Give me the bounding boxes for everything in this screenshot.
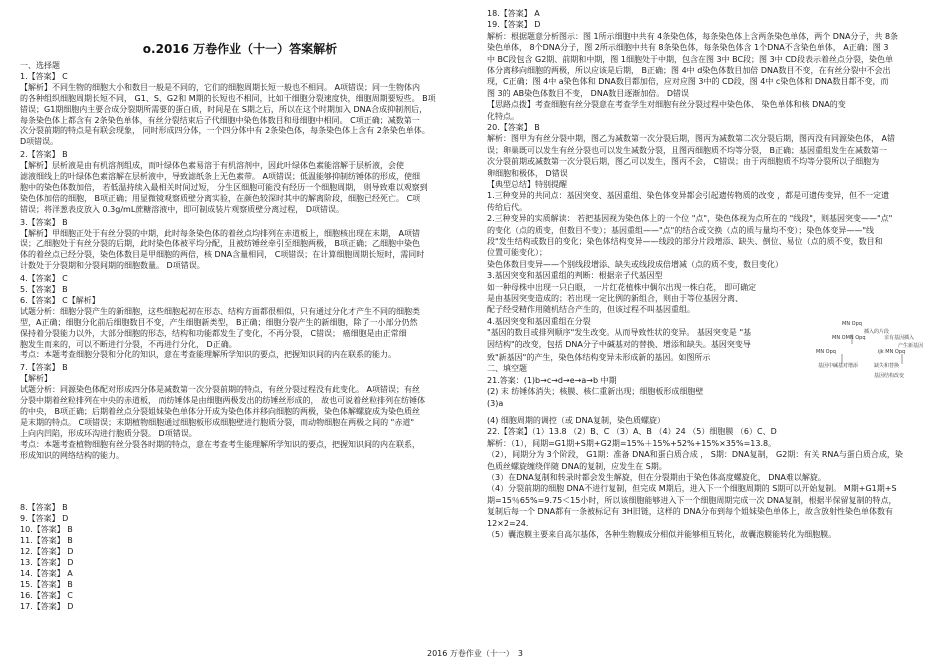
answer-line: D项错误。 (20, 137, 59, 147)
answer-line: 位置可能变化）； (487, 248, 547, 258)
answer-line: （5）囊泡膜主要来自高尔基体，各种生物膜成分相似并能够相互转化，故囊泡膜能转化为细胞膜。 (487, 530, 837, 539)
answer-line: 卵细胞和极体， D错误 (487, 168, 568, 178)
answer-line: (3)a (487, 398, 504, 408)
answer-line: 3.基因突变和基因重组的判断：根据亲子代基因型 (487, 271, 663, 281)
answer-line: 计数处于分裂期和分裂间期的细胞数量。 D项错误。 (20, 261, 205, 271)
answer-line: （3）在DNA复制和转录时都会发生解旋，但在分裂期由于染色体高度螺旋化， DNA难以解旋。 (487, 473, 826, 482)
answer-line: 19.【答案】 D (487, 20, 541, 30)
answer-line: 11.【答案】 B (20, 536, 73, 546)
answer-line: 是末期的特点。 C项错误；末期植物细胞通过细胞板形成细胞壁进行胞质分裂，而动物细胞在两极之间的 "赤道" (20, 417, 415, 427)
answer-line: 胞中的染色体数加倍， 若低温持续入最相关时间过短， 分生区细胞可能没有经历一个细胞周期， 则导致难以观察到 (20, 182, 428, 192)
page-footer: 2016 万卷作业（十一） 3 (427, 649, 523, 658)
answer-line: 次分裂前期的特点是有联会现象， 同时形成四分体，一个四分体中有 2条染色体，每条染色体上含有 2条染色单体。 (20, 126, 430, 136)
answer-line: 18.【答案】 A (487, 9, 540, 18)
diagram-label: 基因结构改变 (874, 373, 905, 379)
answer-line: 期=15％65%=9.75＜15小时，所以该细胞能够进入下一个细胞周期完成一次 DNA复制，根据半保留复制的特点， (487, 495, 897, 505)
answer-line: 现，C正确；图 4中 a染色体和 DNA数目都加倍，应对应图 3中的 CD段，图 4中 c染色体和 DNA数目都不变，而 (487, 77, 889, 87)
answer-line: 3.【答案】 B (20, 217, 68, 227)
answer-line: 9.【答案】 D (20, 514, 69, 524)
answer-line: 段"发生结构或数目的变化；染色体结构变异——线段的部分片段增添、缺失、倒位、易位（点的质不变，数目和 (487, 237, 883, 246)
answer-line: 12.【答案】 D (20, 547, 74, 556)
answer-line: 考点：本题考查植物细胞有丝分裂各时期的特点，意在考查考生能理解所学知识的要点，把握知识间的内在联系， (20, 439, 420, 449)
answer-line: (2) 末 纺锤体消失；核膜、核仁重新出现；细胞板形成细胞壁 (487, 387, 704, 397)
answer-line: 20.【答案】 B (487, 123, 540, 132)
answer-line: 【典型总结】特别提醒 (487, 180, 567, 189)
answer-line: 2.三种变异的实质解读： 若把基因视为染色体上的一个位 "点"，染色体视为点所在的 "线段"，则基因突变——"点" (487, 214, 893, 224)
answer-line: 13.【答案】 D (20, 557, 74, 567)
answer-line: 17.【答案】 D (20, 601, 74, 611)
diagram-label: 插入的片段 (864, 329, 890, 335)
answer-line: 2.【答案】 B (20, 150, 68, 160)
answer-line: 4.【答案】 C (20, 274, 68, 284)
diagram-label: 亲有基因插入 (884, 335, 915, 341)
answer-line: 的中央， B项正确；后期着丝点分裂姐妹染色单体分开成为染色体并移向细胞的两极，染色体解螺旋成为染色质丝 (20, 406, 421, 416)
answer-line: 滤液细线上的叶绿体色素溶解在层析液中，导致滤纸条上无色素带。 A项错误；低温能够抑制纺锤体的形成，使细 (20, 172, 421, 181)
answer-line: 上向内凹陷，形成环沟进行胞质分裂。 D项错误。 (20, 428, 197, 438)
answer-line: 色质丝螺旋缠绕伴随 DNA的复制，应发生在 S期。 (487, 461, 667, 471)
answer-line: 【解析】层析液是由有机溶剂组成，而叶绿体色素易溶于有机溶剂中，因此叶绿体色素能溶解于层析液，会使 (20, 161, 404, 171)
answer-line: 试题分析：同源染色体配对形成四分体是减数第一次分裂前期的特点，有丝分裂过程没有此变化。 A项错误；有丝 (20, 385, 421, 395)
answer-line: 4.基因突变和基因重组在分裂 (487, 316, 591, 326)
answer-line: 如一种母株中出现一只白眼， 一片红花植株中偶尔出现一株白花， 即可确定 (487, 282, 757, 292)
diagram-label: 缺失和替换 (874, 363, 900, 369)
answer-line: 12×2=24. (487, 518, 529, 528)
answer-line: "基因的数目或排列顺序"发生改变。从而导致性状的变异。 基因突变是 "基 (487, 328, 752, 338)
answer-line: 解析：根据题意分析图示：图 1所示细胞中共有 4条染色体，每条染色体上含两条染色单体，两个 DNA分子，共 8条 (487, 31, 899, 41)
diagram-label: MN Opq (842, 321, 862, 327)
answer-line: 保持着分裂能力以外，大部分细胞的形态，结构和功能都发生了变化，不再分裂， C错误； 癌细胞是由正常细 (20, 328, 407, 338)
answer-line: 的变化（点的质变，但数目不变）；基因重组——"点"的结合或交换（点的质与量均不变）；染色体变异——"线 (487, 225, 875, 235)
answer-line: 【解析】甲细胞正处于有丝分裂的中期，此时每条染色体的着丝点均排列在赤道板上，细胞核出现在末期， A项错 (20, 228, 421, 238)
answer-line: 染色体加倍的细胞， B项正确；用显微镜观察质壁分离实验，在颜色较深时其中的解离阶段，细胞已经死亡。 C项 (20, 193, 421, 203)
answer-line: 22.【答案】（1）13.8 （2）B、C （3）A、B （4）24 （5）细胞膜 （6）C、D (487, 427, 777, 437)
answer-line: 胞发生而来的，可以不断进行分裂，不再进行分化， D正确。 (20, 339, 237, 349)
answer-line: 中 BC段包含 G2期、前期和中期，图 1细胞处于中期，包含在图 3中 BC段；图 3中 CD段表示着丝点分裂，染色单 (487, 54, 893, 64)
answer-line: 形成知识的网络结构的能力。 (20, 450, 124, 460)
answer-line: 21.答案：(1)b→c→d→e→a→b 中期 (487, 375, 617, 385)
diagram-label: 基因中碱基对增添 (818, 363, 859, 369)
answer-line: 每条染色体上都含有 2条染色单体，有丝分裂结束后子代细胞中染色体数目和母细胞中相同。 C项正确；减数第一 (20, 115, 420, 125)
diagram-label: MN Opq (816, 349, 836, 355)
answer-line: 化特点。 (487, 111, 519, 121)
answer-line: 分裂中期着丝粒排列在中央的赤道板， 而纺锤体是由细胞两极发出的纺锤丝形成的， 故也可说着丝粒排列在纺锤体 (20, 396, 426, 405)
answer-line: 10.【答案】 B (20, 525, 73, 535)
answer-line: 二、填空题 (487, 364, 527, 374)
answer-line: 5.【答案】 B (20, 285, 68, 294)
answer-line: 体的着丝点已经分裂，染色体数目是甲细胞的两倍，核 DNA含量相同， C项错误；在计算细胞周期长短时，需同时 (20, 250, 425, 260)
answer-line: 8.【答案】 B (20, 503, 68, 513)
answer-line: 复制后每一个 DNA都有一条被标记有 3H旧链，这样的 DNA分布到每个姐妹染色单体上，故含放射性染色单体数有 (487, 507, 893, 517)
answer-line: 【解析】 (20, 374, 52, 384)
diagram-label: 产生新基因 (898, 343, 924, 349)
answer-line: 【思路点拨】考查细胞有丝分裂意在考查学生对细胞有丝分裂过程中染色体、 染色单体和核 DNA的变 (487, 100, 846, 110)
answer-line: （4）分裂前期的细胞 DNA不进行复制，但完成 M期后，进入下一个细胞周期的 S期可以开始复制。 M期+G1期+S (487, 484, 897, 494)
answer-line: 考点：本题考查细胞分裂和分化的知识，意在考查能理解所学知识的要点，把握知识间的内在联系的能力。 (20, 350, 396, 360)
answer-line: 致"新基因"的产生，染色体结构变异未形成新的基因。如图所示 (487, 353, 711, 362)
answer-line: 1.三种变异的共同点：基因突变、基因重组、染色体变异都会引起遗传物质的改变 ，都是可遗传变异，但不一定遗 (487, 191, 890, 201)
answer-line: 型，A正确；细胞分化前后细胞数目不变，产生细胞新类型， B正确；细胞分裂产生的新细胞，除了一小部分仍然 (20, 317, 418, 327)
answer-line: 传给后代。 (487, 202, 527, 212)
answer-line: （2），间期分为 3个阶段， G1期：准备 DNA和蛋白质合成 ， S期：DNA复制， G2期：有关 RNA与蛋白质合成，染 (487, 450, 903, 460)
answer-line: 错误；G1期细胞内主要合成分裂期所需要的蛋白质，时间是在 S期之后，所以在这个时期加入 DNA合成抑制剂后， (20, 104, 428, 114)
answer-line: (4) 细胞周期的调控（或 DNA复制，染色质螺旋） (487, 416, 666, 425)
answer-line: 解析：（1），间期=G1期+S期+G2期=15%＋15%+52%+15%×35%=13.8。 (487, 438, 777, 448)
answer-line: 1.【答案】 C (20, 71, 68, 81)
answer-line: 错误；将洋葱表皮放入 0.3g/mL蔗糖溶液中，即可制成装片观察质壁分离过程， D项错误。 (20, 204, 344, 214)
diagram-label: ijk MN Opq (878, 349, 906, 355)
gene-mutation-diagram (812, 322, 930, 384)
document-title: o.2016 万卷作业（十一）答案解析 (142, 42, 338, 56)
answer-line: 误；乙细胞处于有丝分裂的后期，此时染色体被平均分配，且被纺锤丝牵引至细胞两极， B项正确；乙细胞中染色 (20, 239, 421, 249)
answer-line: 图 3的 AB染色体数目不变， DNA数目逐渐加倍。 D错误 (487, 88, 689, 98)
answer-line: 染色单体， 8个DNA分子，图 2所示细胞中共有 8条染色体，每条染色体含 1个DNA不含染色单体， A正确；图 3 (487, 43, 889, 53)
answer-line: 16.【答案】 C (20, 590, 73, 600)
answer-line: 配子经受精作用随机结合产生的，但该过程不叫基因重组。 (487, 305, 695, 315)
answer-line: 14.【答案】 A (20, 568, 73, 578)
answer-line: 染色体数目变异——个别线段增添、缺失或线段成倍增减（点的质不变，数目变化） (487, 259, 783, 269)
answer-line: 7.【答案】 B (20, 363, 68, 373)
answer-line: 试题分析：细胞分裂产生的新细胞，这些细胞起初在形态、结构方面都很相似，只有通过分化才产生不同的细胞类 (20, 306, 420, 316)
answer-line: 是由基因突变造成的；若出现一定比例的新组合，则由于等位基因分离、 (487, 294, 743, 303)
answer-line: 因结构"的改变，包括 DNA分子中碱基对的替换、增添和缺失。基因突变导 (487, 339, 751, 349)
answer-line: 15.【答案】 B (20, 579, 73, 589)
answer-line: 【解析】不同生物的细胞大小和数目一般是不同的，它们的细胞周期长短一般也不相同。 A项错误；同一生物体内 (20, 82, 421, 92)
answer-line: 次分裂前期或减数第一次分裂后期，图乙可以发生，图丙不会， C错误；由于丙细胞质不均等分裂所以子细胞为 (487, 157, 880, 167)
answer-line: 的各种组织细胞周期长短不同， G1、S、G2和 M期的长短也不相同，比如干细胞分裂速度快，细胞周期要短些。 B项 (20, 93, 436, 103)
answer-line: 体分离移向细胞的两极，所以应该是后期， B正确；图 4中 d染色体数目加倍 DNA数目不变，在有丝分裂中不会出 (487, 66, 891, 75)
answer-line: 一、选择题 (20, 61, 60, 70)
answer-line: 误；卵巢既可以发生有丝分裂也可以发生减数分裂，且图丙细胞质不均等分裂， B正确；基因重组发生在减数第一 (487, 145, 888, 155)
answer-line: 6.【答案】 C【解析】 (20, 295, 100, 305)
answer-line: 解析：图甲为有丝分裂中期，图乙为减数第一次分裂后期，图丙为减数第二次分裂后期，图丙没有同源染色体， A错 (487, 134, 896, 144)
diagram-label: MN OMN Opq (832, 335, 866, 341)
